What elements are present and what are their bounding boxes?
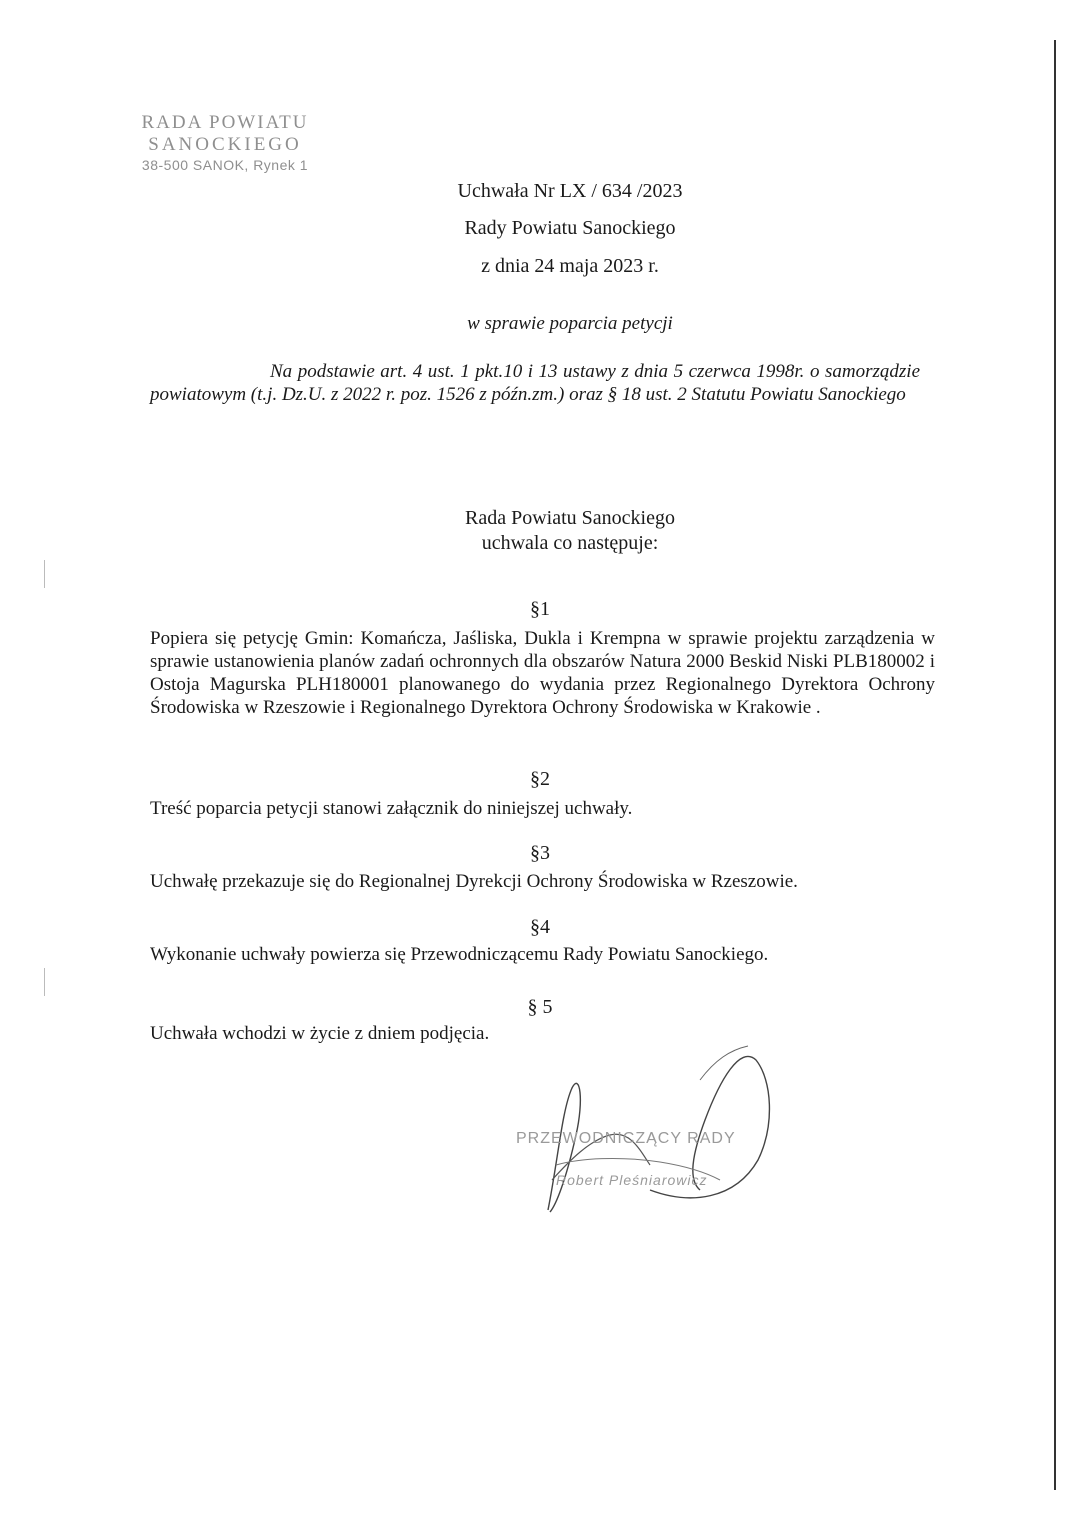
- section-text: Uchwałę przekazuje się do Regionalnej Dyrekcji Ochrony Środowiska w Rzeszowie.: [150, 871, 798, 892]
- stamp-line-1: RADA POWIATU: [141, 112, 309, 133]
- scan-margin-mark: [44, 560, 45, 588]
- resolves-line-2: uchwala co następuje:: [481, 532, 659, 554]
- stamp-line-2: SANOCKIEGO: [148, 134, 302, 155]
- resolution-council: Rady Powiatu Sanockiego: [464, 217, 676, 239]
- signature-role: PRZEWODNICZĄCY RADY: [516, 1130, 736, 1147]
- signature-block: [500, 1040, 800, 1230]
- section-text: Popiera się petycję Gmin: Komańcza, Jaśliska, Dukla i Krempna w sprawie projektu zarządzenia w sprawie ustanowienia planów zadań ochronnych dla obszarów Natura 2000 Beskid Niski PLB180002 i Ostoja Magurska PLH180001 planowanego do wydania przez Regionalnego Dyrektora Ochrony Środowiska w Rzeszowie i Regionalnego Dyrektora Ochrony Środowiska w Krakowie .: [150, 628, 935, 718]
- section-text: Uchwała wchodzi w życie z dniem podjęcia.: [150, 1023, 490, 1044]
- resolution-date: z dnia 24 maja 2023 r.: [481, 255, 659, 277]
- resolves-line-1: Rada Powiatu Sanockiego: [465, 507, 675, 529]
- section-mark: § 5: [527, 996, 553, 1018]
- section-mark: §3: [530, 842, 550, 864]
- scan-margin-mark: [44, 968, 45, 996]
- legal-basis: Na podstawie art. 4 ust. 1 pkt.10 i 13 ustawy z dnia 5 czerwca 1998r. o samorządzie powiatowym (t.j. Dz.U. z 2022 r. poz. 1526 z późn.zm.) oraz § 18 ust. 2 Statutu Powiatu Sanockiego: [150, 361, 920, 405]
- resolution-subject: w sprawie poparcia petycji: [467, 313, 673, 334]
- council-stamp: [120, 112, 330, 174]
- section-mark: §2: [530, 768, 550, 790]
- stamp-line-3: 38-500 SANOK, Rynek 1: [141, 157, 309, 173]
- section-text: Wykonanie uchwały powierza się Przewodniczącemu Rady Powiatu Sanockiego.: [150, 944, 769, 965]
- section-mark: §1: [530, 598, 550, 620]
- resolution-title: Uchwała Nr LX / 634 /2023: [457, 180, 683, 202]
- section-mark: §4: [530, 916, 550, 938]
- signature-name: Robert Pleśniarowicz: [556, 1172, 708, 1188]
- section-text: Treść poparcia petycji stanowi załącznik do niniejszej uchwały.: [150, 798, 633, 819]
